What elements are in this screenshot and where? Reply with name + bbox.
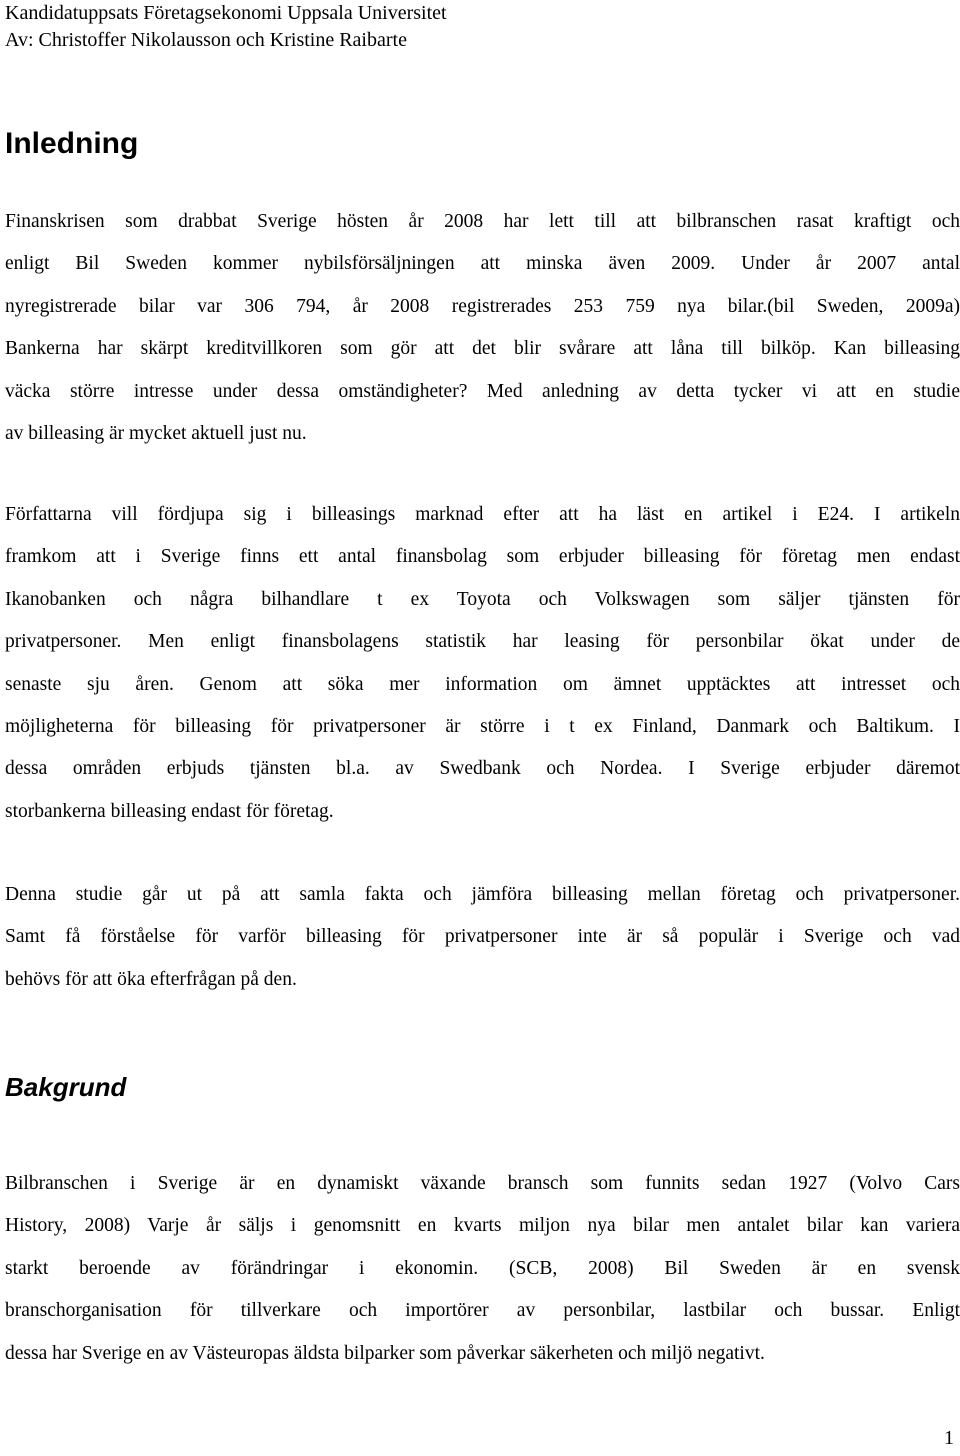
- paragraph-inledning-2: [5, 494, 960, 833]
- header-line-course: Kandidatuppsats Företagsekonomi Uppsala Universitet: [5, 2, 447, 24]
- text-line: Denna studie går ut på att samla fakta och jämföra billeasing mellan företag och privatpersoner.: [5, 884, 960, 905]
- text-line: dessa har Sverige en av Västeuropas äldsta bilparker som påverkar säkerheten och miljö negativt.: [5, 1342, 765, 1364]
- text-line: senaste sju åren. Genom att söka mer information om ämnet upptäcktes att intresset och: [5, 673, 960, 695]
- text-line: väcka större intresse under dessa omständigheter? Med anledning av detta tycker vi att en studie: [5, 380, 960, 402]
- text-line: Samt få förståelse för varför billeasing för privatpersoner inte är så populär i Sverige och vad: [5, 926, 960, 948]
- text-line: enligt Bil Sweden kommer nybilsförsäljningen att minska även 2009. Under år 2007 antal: [5, 253, 960, 275]
- text-line: History, 2008) Varje år säljs i genomsnitt en kvarts miljon nya bilar men antalet bilar kan variera: [5, 1215, 960, 1237]
- text-line: Finanskrisen som drabbat Sverige hösten år 2008 har lett till att bilbranschen rasat kraftigt och: [5, 211, 960, 232]
- text-line: framkom att i Sverige finns ett antal finansbolag som erbjuder billeasing för företag men endast: [5, 546, 960, 568]
- text-line: branschorganisation för tillverkare och importörer av personbilar, lastbilar och bussar. Enligt: [5, 1300, 960, 1322]
- text-line: av billeasing är mycket aktuell just nu.: [5, 422, 307, 444]
- text-line: Bilbranschen i Sverige är en dynamiskt växande bransch som funnits sedan 1927 (Volvo Cars: [5, 1173, 960, 1194]
- text-line: storbankerna billeasing endast för företag.: [5, 800, 334, 822]
- header-line-authors: Av: Christoffer Nikolausson och Kristine Raibarte: [5, 29, 407, 51]
- text-line: behövs för att öka efterfrågan på den.: [5, 968, 297, 990]
- text-line: dessa områden erbjuds tjänsten bl.a. av Swedbank och Nordea. I Sverige erbjuder däremot: [5, 758, 960, 780]
- page-number: 1: [944, 1427, 954, 1449]
- text-line: möjligheterna för billeasing för privatpersoner är större i t ex Finland, Danmark och Baltikum. I: [5, 715, 960, 737]
- section-heading-bakgrund: Bakgrund: [5, 1072, 127, 1102]
- text-line: nyregistrerade bilar var 306 794, år 2008 registrerades 253 759 nya bilar.(bil Sweden, 2009a): [5, 295, 960, 317]
- page-header: [5, 0, 945, 54]
- text-line: starkt beroende av förändringar i ekonomin. (SCB, 2008) Bil Sweden är en svensk: [5, 1257, 960, 1279]
- paragraph-inledning-3: [5, 874, 960, 1001]
- section-heading-inledning: Inledning: [5, 127, 139, 160]
- text-line: Bankerna har skärpt kreditvillkoren som gör att det blir svårare att låna till bilköp. Kan billeasing: [5, 338, 960, 360]
- text-line: privatpersoner. Men enligt finansbolagens statistik har leasing för personbilar ökat under de: [5, 631, 960, 653]
- text-line: Ikanobanken och några bilhandlare t ex Toyota och Volkswagen som säljer tjänsten för: [5, 588, 960, 610]
- paragraph-bakgrund-1: [5, 1163, 960, 1375]
- paragraph-inledning-1: [5, 201, 960, 455]
- text-line: Författarna vill fördjupa sig i billeasings marknad efter att ha läst en artikel i E24. I artikeln: [5, 504, 960, 525]
